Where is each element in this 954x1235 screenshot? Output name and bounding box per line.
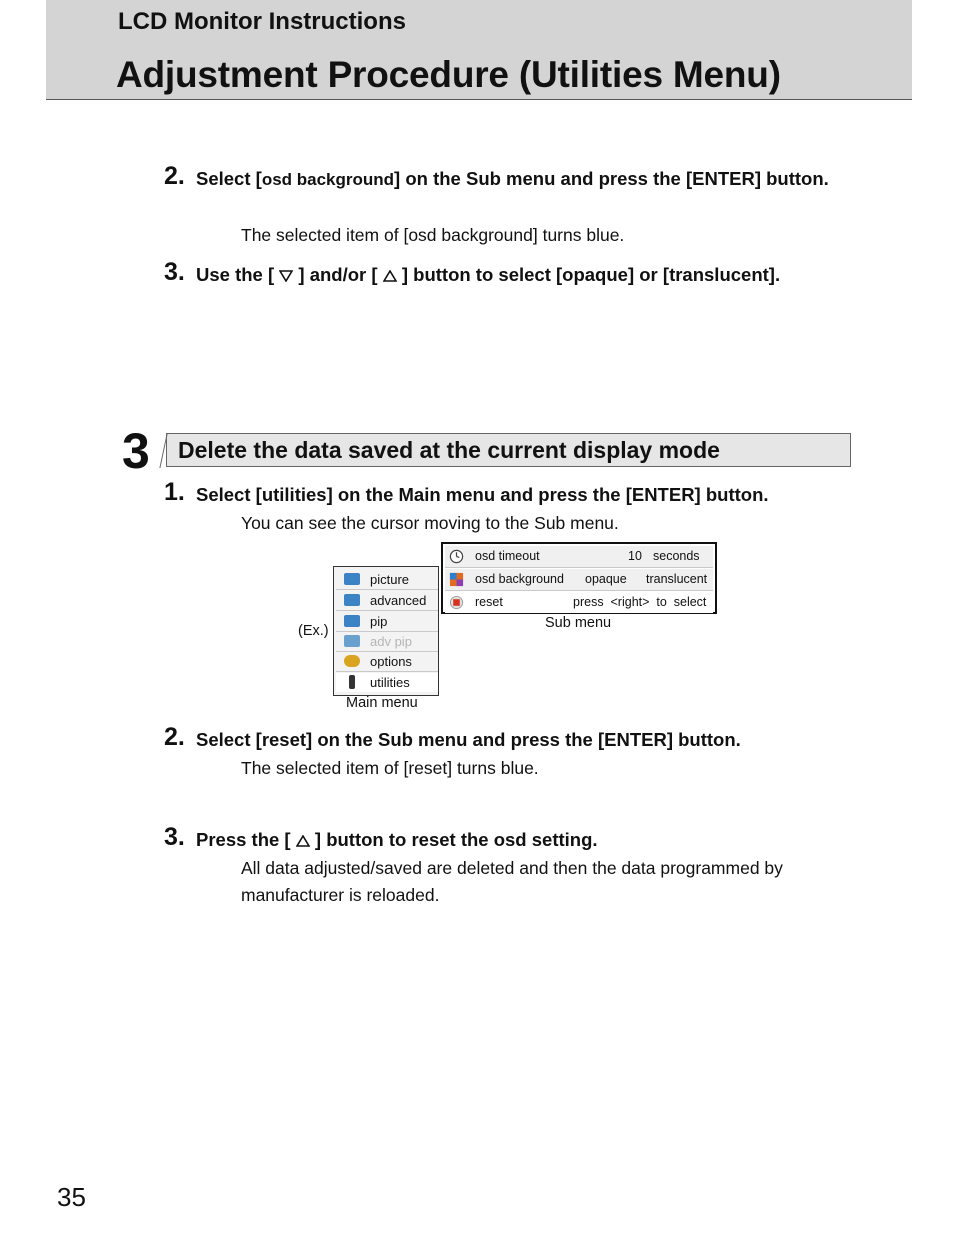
step-2-description	[241, 222, 851, 249]
section3-step-3	[164, 823, 854, 854]
reset-icon	[449, 595, 464, 610]
utilities-icon	[349, 675, 355, 689]
sub-item-unit: seconds	[653, 549, 700, 563]
step-number: 3.	[164, 258, 185, 286]
main-menu-item-advanced[interactable]	[336, 591, 438, 611]
step-2-osd-background	[164, 162, 854, 194]
page-title: Adjustment Procedure (Utilities Menu)	[116, 54, 781, 95]
sub-item-label: osd background	[475, 572, 564, 586]
step-text-mid2: ] button to select [	[401, 264, 563, 285]
section-heading	[166, 433, 851, 467]
section-heading-text: Delete the data saved at the current display mode	[178, 437, 720, 463]
main-menu-caption: Main menu	[346, 695, 418, 711]
step-text-pre: Select [	[196, 484, 262, 505]
step-text	[196, 261, 854, 289]
page-header	[46, 0, 912, 100]
step-number: 2.	[164, 162, 185, 190]
step-number: 2.	[164, 723, 185, 751]
step-item: reset	[261, 729, 307, 750]
main-menu-item-options[interactable]	[336, 652, 438, 672]
sub-item-option-translucent[interactable]: translucent	[646, 572, 708, 586]
desc-pre: The selected item of [	[241, 758, 409, 778]
option-translucent: translucent	[669, 264, 769, 285]
adv-pip-icon	[344, 635, 360, 647]
step-text-mid: ] and/or [	[298, 264, 378, 285]
section3-step-1	[164, 478, 854, 509]
desc-pre: The selected item of [	[241, 225, 409, 245]
step-text-end: ].	[768, 264, 781, 285]
menu-item-label: adv pip	[370, 634, 412, 649]
step-text-or: ] or [	[627, 264, 670, 285]
section-label: LCD Monitor Instructions	[118, 8, 406, 35]
sub-menu-item-osd-background[interactable]	[445, 569, 713, 591]
main-menu-item-utilities[interactable]	[336, 673, 438, 692]
step-text-post: ] on the Main menu and press the [ENTER] button.	[326, 484, 769, 505]
menu-item-label: pip	[370, 614, 388, 629]
menu-item-label: utilities	[370, 675, 410, 690]
sub-item-hint: press <right> to select	[573, 595, 707, 609]
step-text-post: ] on the Sub menu and press the [ENTER] button.	[394, 168, 829, 189]
menu-item-label: picture	[370, 572, 410, 587]
page-number: 35	[57, 1182, 86, 1212]
sub-item-value: 10	[628, 549, 642, 563]
sub-menu	[441, 542, 717, 614]
main-menu	[333, 566, 439, 696]
palette-icon	[449, 572, 464, 587]
step-item: utilities	[261, 484, 327, 505]
step-text	[196, 165, 854, 194]
step-number: 1.	[164, 478, 185, 506]
up-triangle-icon	[296, 835, 310, 847]
advanced-icon	[344, 594, 360, 606]
step-3-opaque-translucent	[164, 258, 854, 289]
step-text-pre: Select [	[196, 168, 262, 189]
main-menu-item-adv-pip	[336, 632, 438, 652]
pip-icon	[344, 615, 360, 627]
step-text	[196, 726, 854, 754]
step-text-pre: Press the [	[196, 829, 291, 850]
desc-post: ] turns blue.	[532, 225, 625, 245]
menu-item-label: options	[370, 654, 412, 669]
sub-item-option-opaque[interactable]: opaque	[585, 572, 627, 586]
down-triangle-icon	[279, 270, 293, 282]
heading-slant	[159, 434, 167, 468]
step-text-pre: Use the [	[196, 264, 275, 285]
step-number: 3.	[164, 823, 185, 851]
step-item: osd background	[261, 170, 395, 189]
section3-step-3-description: All data adjusted/saved are deleted and then the data programmed by manufacturer is reloaded.	[241, 858, 783, 905]
step-text	[196, 481, 854, 509]
sub-item-label: osd timeout	[475, 549, 540, 563]
sub-item-label: reset	[475, 595, 503, 609]
main-menu-item-picture[interactable]	[336, 570, 438, 590]
step-text	[196, 826, 854, 854]
step-text-post: ] on the Sub menu and press the [ENTER] button.	[306, 729, 741, 750]
desc-post: ] turns blue.	[447, 758, 539, 778]
section-number: 3	[122, 423, 150, 479]
option-opaque: opaque	[562, 264, 628, 285]
sub-menu-item-osd-timeout[interactable]	[445, 546, 713, 568]
desc-item: reset	[408, 758, 448, 778]
step-text-pre: Select [	[196, 729, 262, 750]
picture-icon	[344, 573, 360, 585]
sub-menu-caption: Sub menu	[545, 615, 612, 631]
section3-step-2-description	[241, 755, 851, 782]
menu-item-label: advanced	[370, 593, 427, 608]
section3-step-2	[164, 723, 854, 754]
step-text-post: ] button to reset the osd setting.	[314, 829, 598, 850]
clock-icon	[449, 549, 464, 564]
main-menu-item-pip[interactable]	[336, 612, 438, 632]
desc-item: osd background	[408, 225, 533, 245]
options-icon	[344, 655, 360, 667]
example-label: (Ex.)	[298, 623, 329, 639]
section3-step-1-description: You can see the cursor moving to the Sub menu.	[241, 513, 619, 533]
sub-menu-item-reset[interactable]	[445, 592, 713, 613]
up-triangle-icon	[383, 270, 397, 282]
